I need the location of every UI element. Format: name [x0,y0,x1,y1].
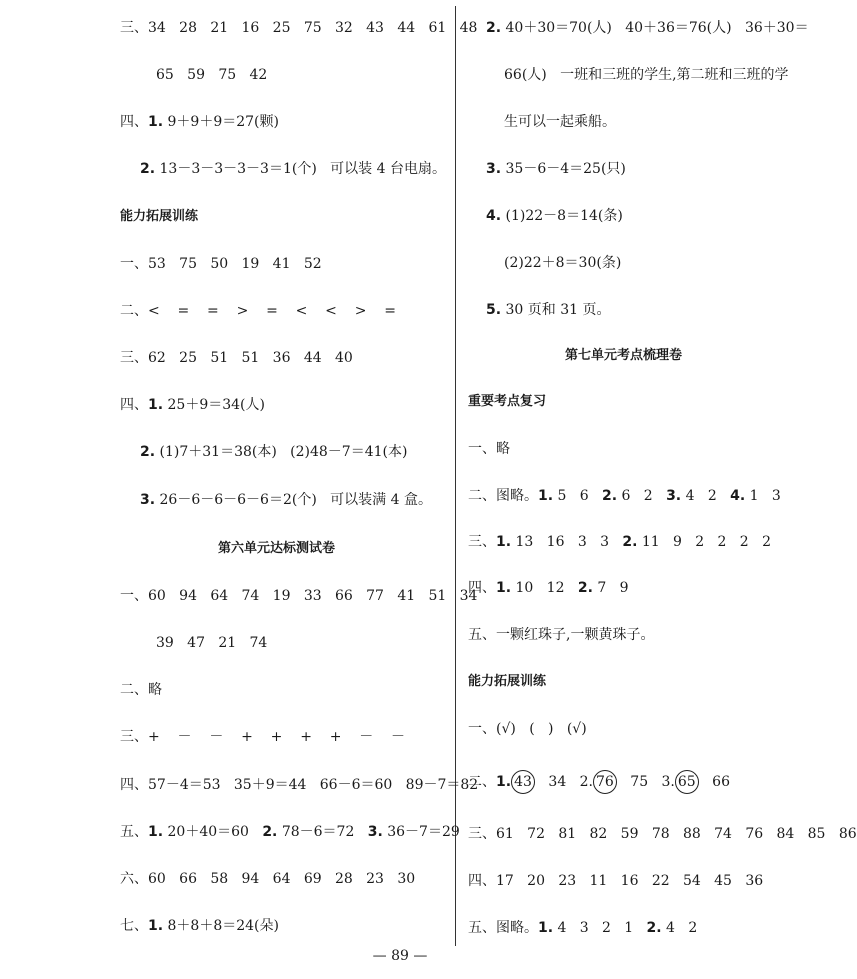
answer-line: 4. (1)22－8＝14(条) [486,208,623,224]
answer-line: 2. 13－3－3－3－3＝1(个) 可以装 4 台电扇。 [140,161,446,177]
circled-answer: 65 [675,770,699,794]
answer-line: 三、62 25 51 51 36 44 40 [120,350,353,366]
answer-line: 二、图略。1. 5 6 2. 6 2 3. 4 2 4. 1 3 [468,488,781,504]
answer-line: 四、1. 25＋9＝34(人) [120,397,265,413]
section-heading: 能力拓展训练 [468,674,547,689]
answer-line: 2. 40＋30＝70(人) 40＋36＝76(人) 36＋30＝ [486,20,809,36]
answer-line: 3. 26－6－6－6－6＝2(个) 可以装满 4 盒。 [140,492,432,508]
answer-line: 65 59 75 42 [156,67,268,83]
answer-line: 四、1. 9＋9＋9＝27(颗) [120,114,279,130]
answer-line: 二、略 [120,682,162,698]
answer-line: 三、34 28 21 16 25 75 32 43 44 61 48 [120,20,478,36]
answer-line: 三、61 72 81 82 59 78 88 74 76 84 85 86 [468,826,857,842]
section-heading: 第六单元达标测试卷 [218,541,336,556]
section-heading: 第七单元考点梳理卷 [565,348,683,363]
answer-line: 66(人) 一班和三班的学生,第二班和三班的学 [504,67,789,83]
answer-line: 二、1. 43 34 2. 76 75 3. 65 66 [468,773,730,791]
answer-line: 三、1. 13 16 3 3 2. 11 9 2 2 2 2 [468,534,771,550]
answer-line: 2. (1)7＋31＝38(本) (2)48－7＝41(本) [140,444,408,460]
answer-line: 七、1. 8＋8＋8＝24(朵) [120,918,279,934]
answer-line: 五、一颗红珠子,一颗黄珠子。 [468,627,655,643]
answer-line: 一、60 94 64 74 19 33 66 77 41 51 34 [120,588,478,604]
answer-line: 二、< = = > = < < > = [120,303,396,319]
page-number: — 89 — [372,948,428,964]
section-heading: 能力拓展训练 [120,209,199,224]
answer-line: 一、(√) ( ) (√) [468,721,587,737]
answer-line: 三、+ － － + + + + － － [120,729,406,745]
answer-line: 五、图略。1. 4 3 2 1 2. 4 2 [468,920,698,936]
answer-line: 六、60 66 58 94 64 69 28 23 30 [120,871,416,887]
answer-line: 3. 35－6－4＝25(只) [486,161,626,177]
answer-line: 四、17 20 23 11 16 22 54 45 36 [468,873,764,889]
answer-line: 生可以一起乘船。 [504,114,616,130]
answer-line: 一、略 [468,441,510,457]
column-divider [455,6,456,946]
answer-line: 四、1. 10 12 2. 7 9 [468,580,629,596]
section-heading: 重要考点复习 [468,394,547,409]
answer-line: 5. 30 页和 31 页。 [486,302,611,318]
answer-line: 四、57－4＝53 35＋9＝44 66－6＝60 89－7＝82 [120,777,479,793]
answer-line: 五、1. 20＋40＝60 2. 78－6＝72 3. 36－7＝29 [120,824,460,840]
answer-line: (2)22＋8＝30(条) [504,255,622,271]
circled-answer: 43 [511,770,535,794]
answer-line: 39 47 21 74 [156,635,268,651]
answer-line: 一、53 75 50 19 41 52 [120,256,322,272]
circled-answer: 76 [593,770,617,794]
